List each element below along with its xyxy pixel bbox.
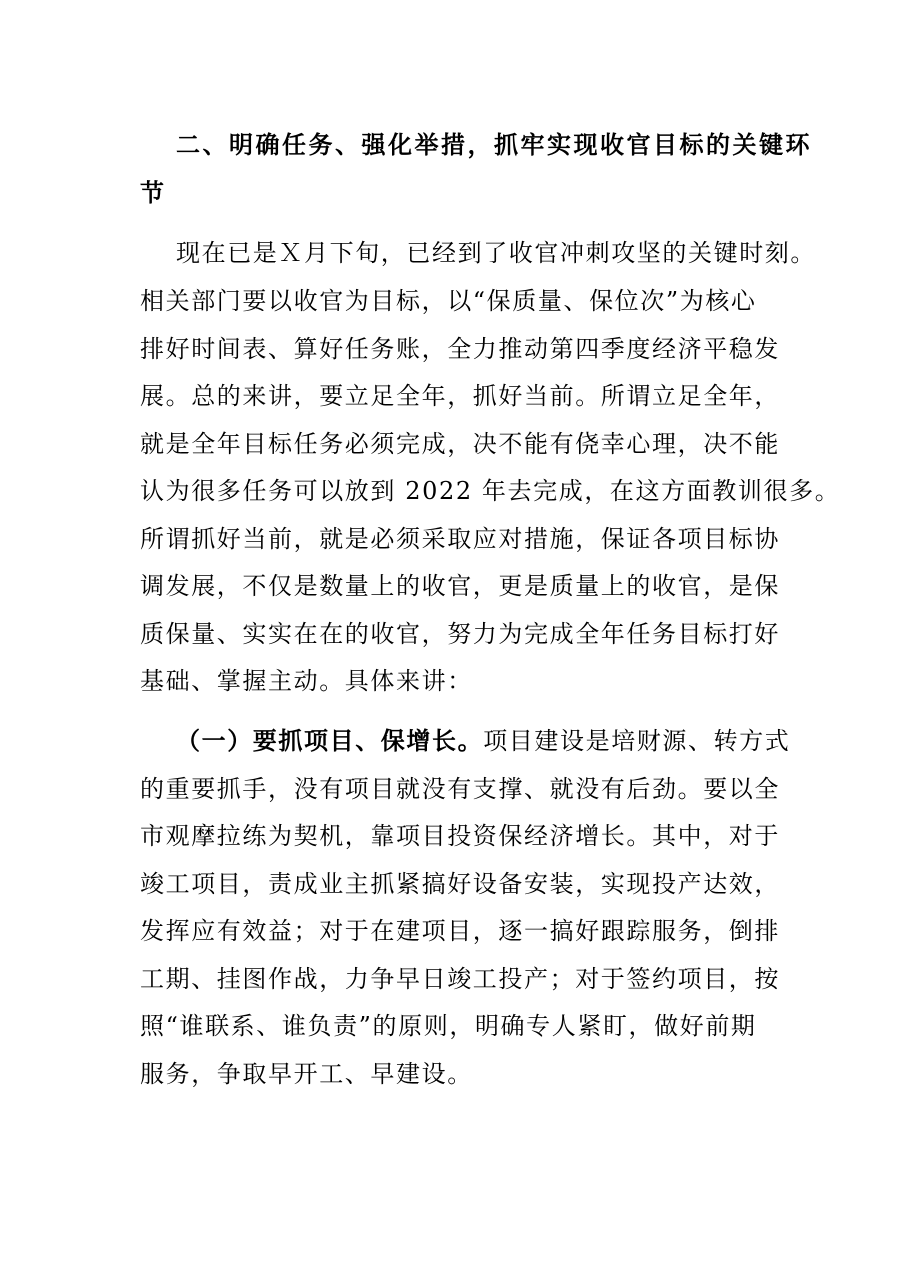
paragraph-1-line-7: 所谓抓好当前，就是必须采取应对措施，保证各项目标协 bbox=[140, 525, 780, 553]
paragraph-2-line-6: 工期、挂图作战，力争早日竣工投产；对于签约项目，按 bbox=[140, 965, 780, 993]
paragraph-2-line-2: 的重要抓手，没有项目就没有支撑、就没有后劲。要以全 bbox=[140, 775, 780, 803]
paragraph-2-line-8: 服务，争取早开工、早建设。 bbox=[140, 1060, 473, 1088]
section-heading-line-1: 二、明确任务、强化举措，抓牢实现收官目标的关键环 bbox=[176, 130, 812, 159]
paragraph-1-line-6: 认为很多任务可以放到 2022 年去完成，在这方面教训很多。 bbox=[140, 477, 841, 505]
paragraph-1-line-8: 调发展，不仅是数量上的收官，更是质量上的收官，是保 bbox=[140, 572, 780, 600]
paragraph-1-line-3: 排好时间表、算好任务账，全力推动第四季度经济平稳发 bbox=[140, 335, 780, 363]
paragraph-2-line-7: 照“谁联系、谁负责”的原则，明确专人紧盯，做好前期 bbox=[140, 1012, 757, 1040]
paragraph-2-line-4: 竣工项目，责成业主抓紧搞好设备安装，实现投产达效， bbox=[140, 870, 780, 898]
paragraph-2-line-5: 发挥应有效益；对于在建项目，逐一搞好跟踪服务，倒排 bbox=[140, 917, 780, 945]
paragraph-1-line-4: 展。总的来讲，要立足全年，抓好当前。所谓立足全年， bbox=[140, 382, 780, 410]
section-heading-line-2: 节 bbox=[140, 178, 167, 207]
paragraph-1-line-10: 基础、掌握主动。具体来讲： bbox=[140, 667, 473, 695]
paragraph-1-line-9: 质保量、实实在在的收官，努力为完成全年任务目标打好 bbox=[140, 620, 780, 648]
paragraph-2-line-3: 市观摩拉练为契机，靠项目投资保经济增长。其中，对于 bbox=[140, 822, 780, 850]
paragraph-1-line-2: 相关部门要以收官为目标，以“保质量、保位次”为核心 bbox=[140, 287, 757, 315]
subsection-heading: （一）要抓项目、保增长。 bbox=[176, 726, 484, 755]
paragraph-2-line-1-text: 项目建设是培财源、转方式 bbox=[483, 727, 791, 755]
paragraph-1-line-1: 现在已是Ｘ月下旬，已经到了收官冲刺攻坚的关键时刻。 bbox=[176, 239, 816, 267]
paragraph-2-line-1 bbox=[176, 726, 791, 756]
paragraph-1-line-5: 就是全年目标任务必须完成，决不能有侥幸心理，决不能 bbox=[140, 430, 780, 458]
